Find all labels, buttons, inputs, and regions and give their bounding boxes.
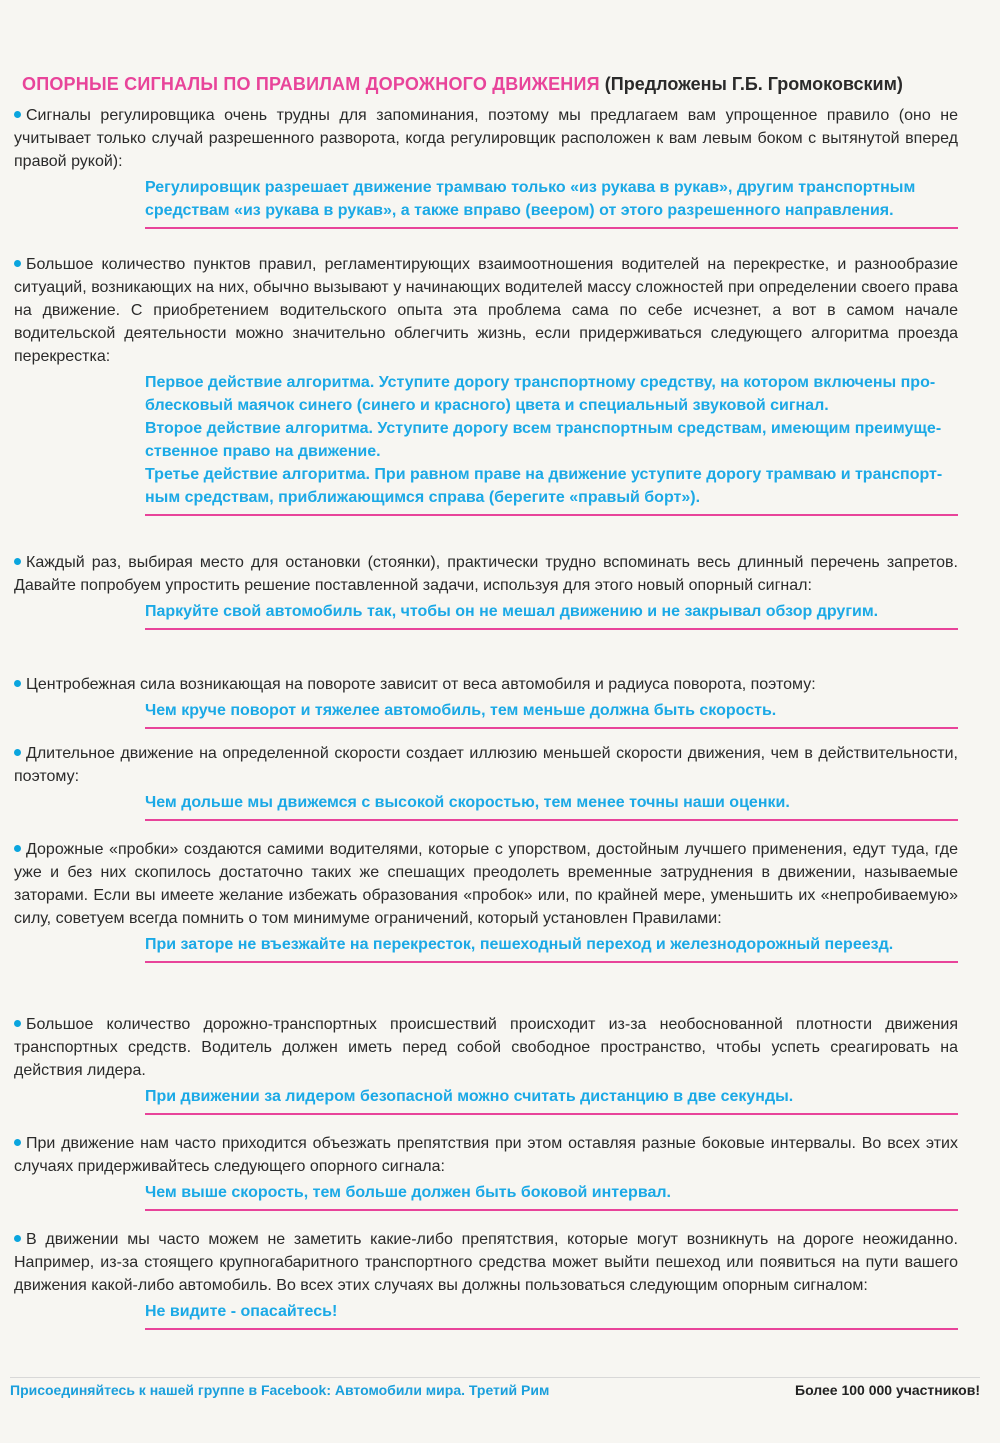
bullet-icon xyxy=(14,260,21,267)
section-text: Каждый раз, выбирая место для остановки (стоянки), практически трудно вспоминать весь длинный перечень запретов. Давайте попробуем упростить решение поставленной задачи, используя для этого новый опорный сигнал: xyxy=(14,554,958,594)
bullet-icon xyxy=(14,845,21,852)
rule-section xyxy=(14,838,958,963)
signal-box xyxy=(145,1181,958,1211)
bullet-icon xyxy=(14,680,21,687)
page-title xyxy=(22,74,982,95)
signal-line: средствам «из рукава в рукав», а также вправо (веером) от этого разрешенного направления. xyxy=(145,202,894,219)
rule-section xyxy=(14,673,958,729)
signal-line: Третье действие алгоритма. При равном праве на движение уступите дорогу трамваю и транспорт- xyxy=(145,466,943,483)
rule-section xyxy=(14,551,958,630)
footer-divider xyxy=(10,1377,980,1378)
rule-section xyxy=(14,1013,958,1115)
signal-line: Чем выше скорость, тем больше должен быть боковой интервал. xyxy=(145,1184,671,1201)
signal-line: ным средствам, приближающимся справа (берегите «правый борт»). xyxy=(145,489,701,506)
footer-group-link[interactable]: Присоединяйтесь к нашей группе в Facebook: Автомобили мира. Третий Рим xyxy=(10,1382,550,1398)
section-text: В движении мы часто можем не заметить какие-либо препятствия, которые могут возникнуть на дороге неожиданно. Например, из-за стоящего крупногабаритного транспортного средства может выйти пешеход или появиться на пути вашего движения какой-либо автомобиль. Во всех этих случаях вы должны пользоваться следующим опорным сигналом: xyxy=(14,1231,958,1294)
section-text: Дорожные «пробки» создаются самими водителями, которые с упорством, достойным лучшего применения, едут туда, где уже и без них скопилось достаточно таких же спешащих преодолеть временные затруднения в движении, называемые заторами. Если вы имеете желание избежать образования «пробок» или, по крайней мере, уменьшить их «непробиваемую» силу, советуем всегда помнить о том минимуме ограничений, который установлен Правилами: xyxy=(14,841,958,927)
signal-box xyxy=(145,791,958,821)
rule-section xyxy=(14,742,958,821)
signal-line: ственное право на движение. xyxy=(145,443,381,460)
rule-section xyxy=(14,1228,958,1330)
signal-box xyxy=(145,933,958,963)
section-text: Большое количество дорожно-транспортных происшествий происходит из-за необоснованной плотности движения транспортных средств. Водитель должен иметь перед собой свободное пространство, чтобы успеть среагировать на действия лидера. xyxy=(14,1016,958,1079)
rule-section xyxy=(14,253,958,516)
rule-section xyxy=(14,104,958,229)
title-main: ОПОРНЫЕ СИГНАЛЫ ПО ПРАВИЛАМ ДОРОЖНОГО ДВИЖЕНИЯ xyxy=(22,74,600,94)
section-text: Длительное движение на определенной скорости создает иллюзию меньшей скорости движения, чем в действительности, поэтому: xyxy=(14,745,958,785)
signal-line: Чем дольше мы движемся с высокой скоростью, тем менее точны наши оценки. xyxy=(145,794,790,811)
signal-line: блесковый маячок синего (синего и красного) цвета и специальный звуковой сигнал. xyxy=(145,397,829,414)
bullet-icon xyxy=(14,749,21,756)
rule-section xyxy=(14,1132,958,1211)
bullet-icon xyxy=(14,111,21,118)
signal-box xyxy=(145,1300,958,1330)
bullet-icon xyxy=(14,558,21,565)
title-author: (Предложены Г.Б. Громоковским) xyxy=(604,74,903,94)
section-text: Центробежная сила возникающая на повороте зависит от веса автомобиля и радиуса поворота, поэтому: xyxy=(14,673,958,696)
signal-box xyxy=(145,176,958,229)
signal-line: Первое действие алгоритма. Уступите дорогу транспортному средству, на котором включены про- xyxy=(145,374,936,391)
section-text: При движение нам часто приходится объезжать препятствия при этом оставляя разные боковые интервалы. Во всех этих случаях придерживайтесь следующего опорного сигнала: xyxy=(14,1135,958,1175)
footer-members-count: Более 100 000 участников! xyxy=(795,1382,980,1398)
signal-line: При движении за лидером безопасной можно считать дистанцию в две секунды. xyxy=(145,1088,794,1105)
bullet-icon xyxy=(14,1020,21,1027)
signal-box xyxy=(145,699,958,729)
signal-box xyxy=(145,600,958,630)
signal-box xyxy=(145,1085,958,1115)
section-text: Сигналы регулировщика очень трудны для запоминания, поэтому мы предлагаем вам упрощенное правило (оно не учитывает только случай разрешенного разворота, когда регулировщик расположен к вам левым боком с вытянутой вперед правой рукой): xyxy=(14,107,958,170)
signal-line: При заторе не въезжайте на перекресток, пешеходный переход и железнодорожный переезд. xyxy=(145,936,894,953)
signal-line: Паркуйте свой автомобиль так, чтобы он не мешал движению и не закрывал обзор другим. xyxy=(145,603,879,620)
signal-line: Второе действие алгоритма. Уступите дорогу всем транспортным средствам, имеющим преимуще- xyxy=(145,420,942,437)
signal-box xyxy=(145,371,958,516)
bullet-icon xyxy=(14,1235,21,1242)
bullet-icon xyxy=(14,1139,21,1146)
signal-line: Чем круче поворот и тяжелее автомобиль, тем меньше должна быть скорость. xyxy=(145,702,777,719)
signal-line: Регулировщик разрешает движение трамваю только «из рукава в рукав», другим транспортным xyxy=(145,179,916,196)
signal-line: Не видите - опасайтесь! xyxy=(145,1303,338,1320)
section-text: Большое количество пунктов правил, регламентирующих взаимоотношения водителей на перекрестке, и разнообразие ситуаций, возникающих на них, обычно вызывают у начинающих водителей массу сложностей при определении своего права на движение. С приобретением водительского опыта эта проблема сама по себе исчезнет, а вот в самом начале водительской деятельности можно значительно облегчить жизнь, если придерживаться следующего алгоритма проезда перекрестка: xyxy=(14,256,958,365)
